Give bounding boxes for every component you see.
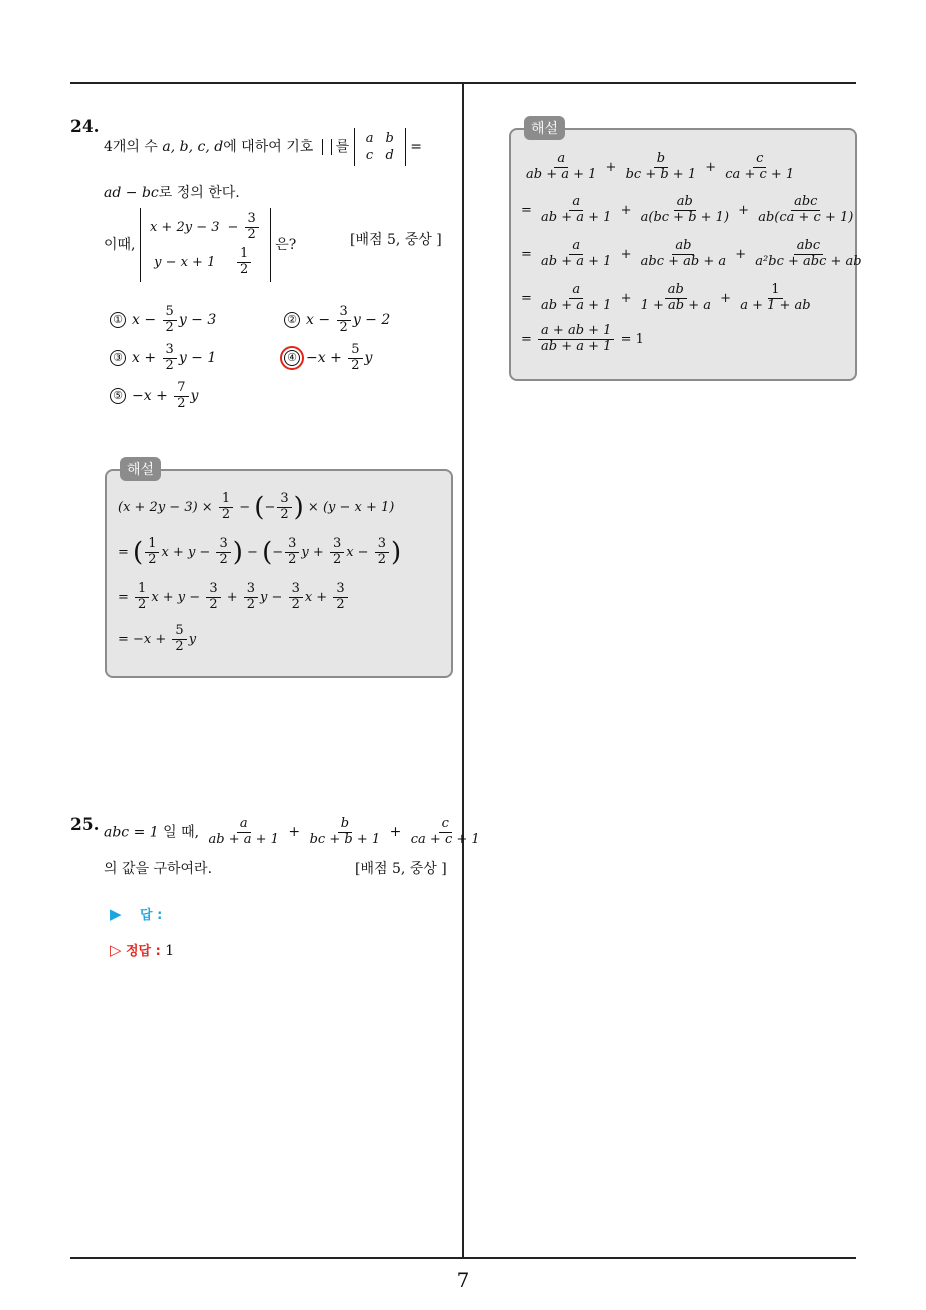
question-determinant: x + 2y − 3 − $\frac{3}{2}$ y − x + 1 $\frac{1}{2}$ [140, 208, 271, 282]
q25-correct-row: ▷ 정답 : 1 [110, 941, 175, 959]
q25-answer-row[interactable]: ▶ 답 : [110, 905, 163, 923]
question-25-number: 25. [70, 815, 100, 835]
q24-sol-step-3: = $\frac{1}{2}$ x + y − $\frac{3}{2}$ + $\frac{3}{2}$ y − $\frac{3}{2}$ x + $\frac{3}{2}$ [118, 582, 350, 613]
page-number: 7 [456, 1268, 470, 1292]
q25-solution-tab: 해설 [524, 116, 565, 140]
q24-prompt: 이때, x + 2y − 3 − $\frac{3}{2}$ y − x + 1 $\frac{1}{2}$ 은? [104, 208, 296, 282]
outline-arrow-icon: ▷ [110, 941, 122, 959]
definition-determinant: a b c d [354, 128, 406, 166]
choice-4-selected[interactable]: ④ −x + $\frac{5}{2}$ y [284, 343, 372, 374]
q24-solution-tab: 해설 [120, 457, 161, 481]
q24-sol-step-2: = ( $\frac{1}{2}$ x + y − $\frac{3}{2}$ ) − (− $\frac{3}{2}$ y + $\frac{3}{2}$ x − $\frac{3}{2}$ ) [118, 536, 402, 568]
bottom-rule [70, 1257, 856, 1259]
q24-sol-step-1: (x + 2y − 3) × $\frac{1}{2}$ − (− $\frac{3}{2}$ ) × (y − x + 1) [118, 491, 395, 523]
q25-stem-line2: 의 값을 구하여라. [104, 861, 213, 877]
q25-sol-step-2: = $\frac{a}{ab + a + 1}$ + $\frac{ab}{a(bc + b + 1)}$ + $\frac{\text{abc}}{ab(ca + c + 1)}$ [521, 194, 854, 225]
selected-answer-mark [280, 346, 304, 370]
q25-sol-step-4: = $\frac{a}{ab + a + 1}$ + $\frac{ab}{1 + ab + a}$ + $\frac{1}{a + 1 + ab}$ [521, 282, 811, 313]
empty-det-symbol [322, 139, 332, 155]
q24-points: [배점 5, 중상 ] [350, 232, 442, 248]
q25-sol-step-5: = $\frac{a + ab + 1}{ab + a + 1}$ = 1 [521, 323, 644, 354]
choice-2[interactable]: ② x − $\frac{3}{2}$ y − 2 [284, 305, 390, 336]
choice-1[interactable]: ① x − $\frac{5}{2}$ y − 3 [110, 305, 216, 336]
q24-sol-step-4: = −x + $\frac{5}{2}$ y [118, 623, 197, 654]
play-arrow-icon: ▶ [110, 905, 122, 923]
column-divider [462, 83, 464, 1258]
q24-intro: 4개의 수 a, b, c, d에 대하여 기호 를 a b c d = [104, 128, 422, 166]
q25-sol-step-3: = $\frac{a}{ab + a + 1}$ + $\frac{ab}{\text{abc + ab + a}}$ + $\frac{\text{abc}}{\text{a²bc + abc + ab}}$ [521, 238, 862, 269]
q25-points: [배점 5, 중상 ] [355, 861, 447, 877]
question-24-number: 24. [70, 117, 100, 137]
choice-5[interactable]: ⑤ −x + $\frac{7}{2}$ y [110, 381, 198, 412]
q25-sol-step-1: $\frac{a}{ab + a + 1}$ + $\frac{b}{bc + b + 1}$ + $\frac{c}{ca + c + 1}$ [526, 151, 795, 182]
q24-definition: ad − bc로 정의 한다. [104, 185, 240, 201]
choice-3[interactable]: ③ x + $\frac{3}{2}$ y − 1 [110, 343, 216, 374]
q25-stem: abc = 1 일 때, $\frac{a}{ab + a + 1}$ + $\frac{b}{bc + b + 1}$ + $\frac{c}{ca + c + 1}$ [104, 816, 480, 847]
